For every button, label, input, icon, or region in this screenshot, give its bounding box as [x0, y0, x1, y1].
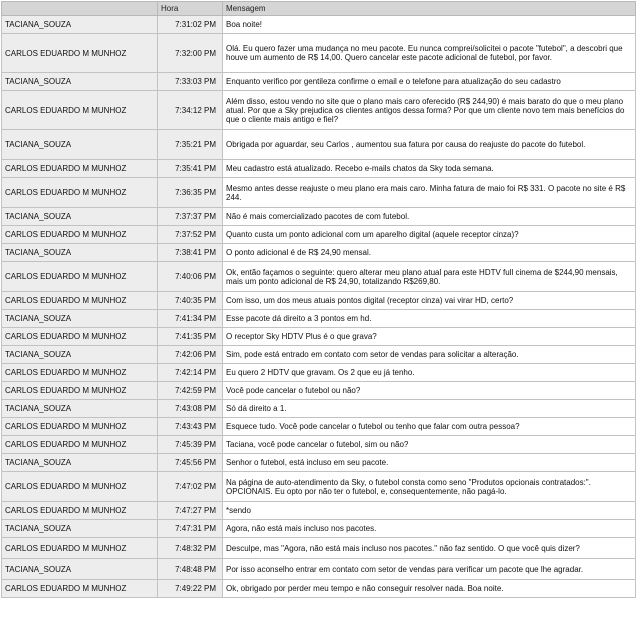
message-cell: Não é mais comercializado pacotes de com futebol.	[223, 208, 636, 226]
sender-cell: TACIANA_SOUZA	[2, 73, 158, 91]
message-cell: Na página de auto-atendimento da Sky, o futebol consta como seno "Produtos opcionais contratados:". OPCIONAIS. Eu opto por não ter o futebol, e, consequentemente, não pagá-lo.	[223, 472, 636, 502]
message-cell: O receptor Sky HDTV Plus é o que grava?	[223, 328, 636, 346]
sender-cell: CARLOS EDUARDO M MUNHOZ	[2, 364, 158, 382]
table-row	[2, 538, 636, 559]
message-cell: Esquece tudo. Você pode cancelar o futebol ou tenho que falar com outra pessoa?	[223, 418, 636, 436]
sender-cell: TACIANA_SOUZA	[2, 400, 158, 418]
time-cell: 7:33:03 PM	[158, 73, 223, 91]
sender-cell: TACIANA_SOUZA	[2, 310, 158, 328]
table-row	[2, 160, 636, 178]
message-cell: Só dá direito a 1.	[223, 400, 636, 418]
time-cell: 7:42:14 PM	[158, 364, 223, 382]
table-row	[2, 364, 636, 382]
message-cell: *sendo	[223, 502, 636, 520]
table-row	[2, 226, 636, 244]
message-cell: Além disso, estou vendo no site que o plano mais caro oferecido (R$ 244,90) é mais barato do que o meu plano atual. Por que a Sky prejudica os clientes antigos dessa forma? Por que um cliente novo tem mais benefícios do que o cliente mais antigo e fiel?	[223, 91, 636, 130]
time-cell: 7:36:35 PM	[158, 178, 223, 208]
table-row	[2, 328, 636, 346]
message-cell: Você pode cancelar o futebol ou não?	[223, 382, 636, 400]
sender-cell: CARLOS EDUARDO M MUNHOZ	[2, 328, 158, 346]
time-cell: 7:37:37 PM	[158, 208, 223, 226]
header-row	[2, 2, 636, 16]
sender-cell: CARLOS EDUARDO M MUNHOZ	[2, 262, 158, 292]
table-row	[2, 400, 636, 418]
message-cell: Mesmo antes desse reajuste o meu plano era mais caro. Minha fatura de maio foi R$ 331. O pacote no site é R$ 244.	[223, 178, 636, 208]
time-cell: 7:42:06 PM	[158, 346, 223, 364]
time-cell: 7:47:02 PM	[158, 472, 223, 502]
table-row	[2, 262, 636, 292]
message-cell: Taciana, você pode cancelar o futebol, sim ou não?	[223, 436, 636, 454]
sender-cell: CARLOS EDUARDO M MUNHOZ	[2, 418, 158, 436]
time-cell: 7:35:41 PM	[158, 160, 223, 178]
table-row	[2, 580, 636, 598]
message-cell: Quanto custa um ponto adicional com um aparelho digital (aquele receptor cinza)?	[223, 226, 636, 244]
table-row	[2, 34, 636, 73]
time-cell: 7:35:21 PM	[158, 130, 223, 160]
time-cell: 7:42:59 PM	[158, 382, 223, 400]
time-cell: 7:32:00 PM	[158, 34, 223, 73]
message-cell: Boa noite!	[223, 16, 636, 34]
message-cell: Eu quero 2 HDTV que gravam. Os 2 que eu já tenho.	[223, 364, 636, 382]
message-cell: Senhor o futebol, está incluso em seu pacote.	[223, 454, 636, 472]
sender-cell: TACIANA_SOUZA	[2, 346, 158, 364]
message-cell: Obrigada por aguardar, seu Carlos , aumentou sua fatura por causa do reajuste do pacote do futebol.	[223, 130, 636, 160]
table-row	[2, 382, 636, 400]
table-row	[2, 73, 636, 91]
sender-cell: CARLOS EDUARDO M MUNHOZ	[2, 292, 158, 310]
table-row	[2, 559, 636, 580]
time-cell: 7:43:08 PM	[158, 400, 223, 418]
time-cell: 7:38:41 PM	[158, 244, 223, 262]
sender-cell: TACIANA_SOUZA	[2, 454, 158, 472]
table-row	[2, 130, 636, 160]
table-row	[2, 208, 636, 226]
sender-cell: CARLOS EDUARDO M MUNHOZ	[2, 178, 158, 208]
table-row	[2, 178, 636, 208]
sender-cell: TACIANA_SOUZA	[2, 16, 158, 34]
message-cell: O ponto adicional é de R$ 24,90 mensal.	[223, 244, 636, 262]
table-row	[2, 520, 636, 538]
sender-cell: CARLOS EDUARDO M MUNHOZ	[2, 91, 158, 130]
time-cell: 7:48:32 PM	[158, 538, 223, 559]
time-cell: 7:40:06 PM	[158, 262, 223, 292]
message-cell: Esse pacote dá direito a 3 pontos em hd.	[223, 310, 636, 328]
sender-cell: CARLOS EDUARDO M MUNHOZ	[2, 436, 158, 454]
time-cell: 7:45:39 PM	[158, 436, 223, 454]
sender-cell: CARLOS EDUARDO M MUNHOZ	[2, 538, 158, 559]
time-cell: 7:49:22 PM	[158, 580, 223, 598]
time-cell: 7:41:34 PM	[158, 310, 223, 328]
message-cell: Com isso, um dos meus atuais pontos digital (receptor cinza) vai virar HD, certo?	[223, 292, 636, 310]
message-cell: Sim, pode está entrado em contato com setor de vendas para solicitar a alteração.	[223, 346, 636, 364]
time-cell: 7:47:27 PM	[158, 502, 223, 520]
sender-cell: TACIANA_SOUZA	[2, 208, 158, 226]
sender-cell: TACIANA_SOUZA	[2, 130, 158, 160]
message-cell: Olá. Eu quero fazer uma mudança no meu pacote. Eu nunca comprei/solicitei o pacote "futebol", a descobri que houve um aumento de R$ 14,00. Quero cancelar este pacote adicional de futebol, por favor.	[223, 34, 636, 73]
table-row	[2, 502, 636, 520]
table-row	[2, 292, 636, 310]
time-cell: 7:45:56 PM	[158, 454, 223, 472]
message-cell: Ok, então façamos o seguinte: quero alterar meu plano atual para este HDTV full cinema de $244,90 mensais, mais um ponto adicional de R$ 24,90, totalizando R$269,80.	[223, 262, 636, 292]
time-cell: 7:47:31 PM	[158, 520, 223, 538]
chat-transcript-table	[1, 1, 636, 598]
time-cell: 7:31:02 PM	[158, 16, 223, 34]
sender-cell: TACIANA_SOUZA	[2, 244, 158, 262]
sender-cell: CARLOS EDUARDO M MUNHOZ	[2, 160, 158, 178]
message-cell: Por isso aconselho entrar em contato com setor de vendas para verificar um pacote que lhe agradar.	[223, 559, 636, 580]
header-time: Hora	[158, 2, 223, 16]
sender-cell: CARLOS EDUARDO M MUNHOZ	[2, 226, 158, 244]
table-row	[2, 454, 636, 472]
sender-cell: CARLOS EDUARDO M MUNHOZ	[2, 34, 158, 73]
table-row	[2, 346, 636, 364]
table-row	[2, 244, 636, 262]
time-cell: 7:41:35 PM	[158, 328, 223, 346]
sender-cell: CARLOS EDUARDO M MUNHOZ	[2, 502, 158, 520]
table-row	[2, 472, 636, 502]
time-cell: 7:34:12 PM	[158, 91, 223, 130]
sender-cell: CARLOS EDUARDO M MUNHOZ	[2, 580, 158, 598]
message-cell: Desculpe, mas "Agora, não está mais incluso nos pacotes." não faz sentido. O que você quis dizer?	[223, 538, 636, 559]
message-cell: Enquanto verifico por gentileza confirme o email e o telefone para atualização do seu cadastro	[223, 73, 636, 91]
table-row	[2, 310, 636, 328]
table-row	[2, 91, 636, 130]
time-cell: 7:43:43 PM	[158, 418, 223, 436]
message-cell: Meu cadastro está atualizado. Recebo e-mails chatos da Sky toda semana.	[223, 160, 636, 178]
message-cell: Ok, obrigado por perder meu tempo e não conseguir resolver nada. Boa noite.	[223, 580, 636, 598]
sender-cell: TACIANA_SOUZA	[2, 520, 158, 538]
time-cell: 7:48:48 PM	[158, 559, 223, 580]
sender-cell: TACIANA_SOUZA	[2, 559, 158, 580]
message-cell: Agora, não está mais incluso nos pacotes.	[223, 520, 636, 538]
sender-cell: CARLOS EDUARDO M MUNHOZ	[2, 472, 158, 502]
table-row	[2, 436, 636, 454]
time-cell: 7:37:52 PM	[158, 226, 223, 244]
header-message: Mensagem	[223, 2, 636, 16]
header-sender	[2, 2, 158, 16]
sender-cell: CARLOS EDUARDO M MUNHOZ	[2, 382, 158, 400]
time-cell: 7:40:35 PM	[158, 292, 223, 310]
table-row	[2, 418, 636, 436]
table-row	[2, 16, 636, 34]
